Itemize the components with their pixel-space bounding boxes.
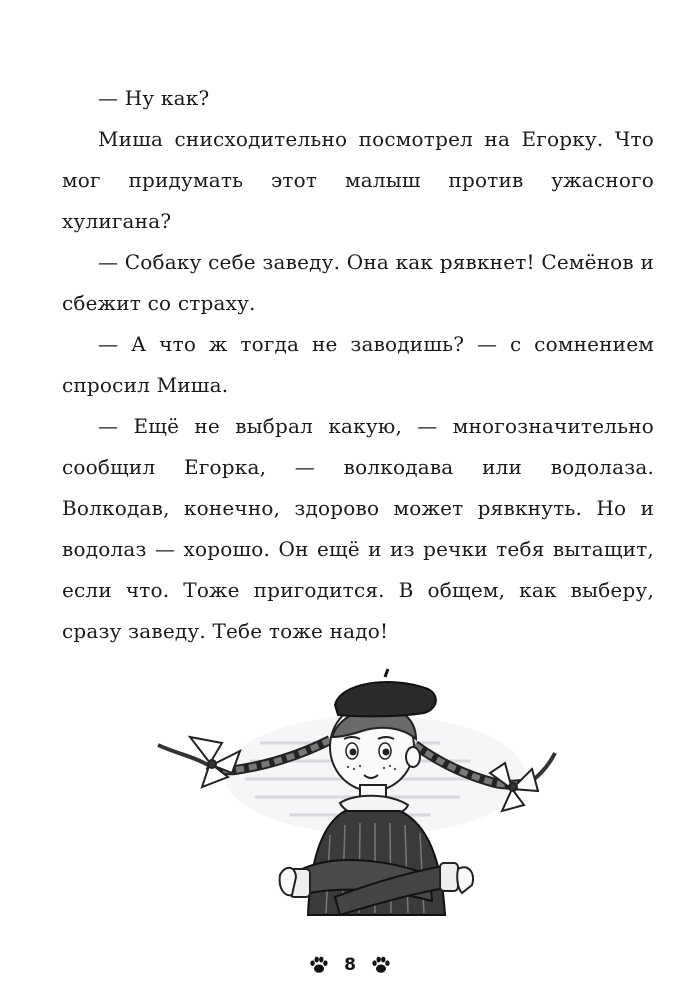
paragraph-1: — Ну как? (98, 86, 210, 110)
page-text (62, 78, 654, 652)
illustration-girl-icon (140, 665, 570, 925)
paw-print-icon (308, 954, 330, 976)
page-number: 8 (344, 955, 356, 975)
page-footer (0, 950, 700, 980)
paragraph-5: — Ещё не выбрал какую, — многозначительно сообщил Егорка, — волкодава или водолаза. Волкодав, конечно, здорово может рявкнуть. Но и водолаз — хорошо. Он ещё и из речки тебя вытащит, если что. Тоже пригодится. В общем, как выберу, сразу заведу. Тебе тоже надо! (62, 414, 654, 643)
paragraph-4: — А что ж тогда не заводишь? — с сомнением спросил Миша. (62, 332, 654, 397)
paragraph-3: — Собаку себе заведу. Она как рявкнет! Семёнов и сбежит со страху. (62, 250, 654, 315)
paw-print-icon (370, 954, 392, 976)
paragraph-2: Миша снисходительно посмотрел на Егорку. Что мог придумать этот малыш против ужасного хулигана? (62, 127, 654, 233)
